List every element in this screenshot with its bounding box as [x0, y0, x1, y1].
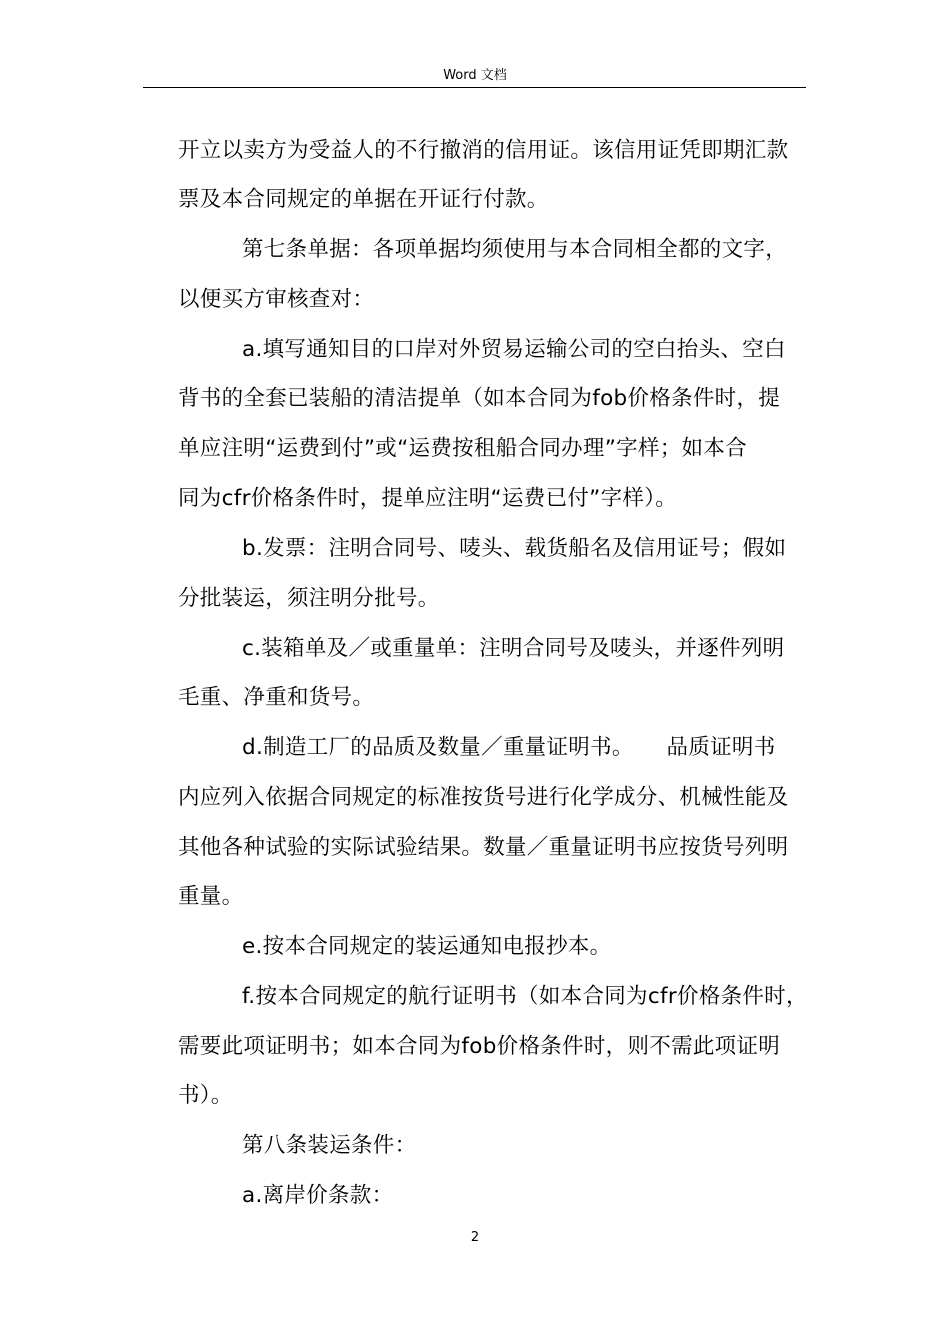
paragraph-line: 背书的全套已装船的清洁提单（如本合同为fob价格条件时，提 [178, 386, 781, 411]
page-number: 2 [470, 1230, 480, 1245]
paragraph-line: 第八条装运条件： [242, 1133, 417, 1158]
paragraph-line: d.制造工厂的品质及数量／重量证明书。 品质证明书 [242, 735, 776, 760]
paragraph-line: 票及本合同规定的单据在开证行付款。 [178, 187, 549, 212]
paragraph-line: 开立以卖方为受益人的不行撤消的信用证。该信用证凭即期汇款 [178, 138, 789, 163]
paragraph-line: c.装箱单及／或重量单：注明合同号及唛头，并逐件列明 [242, 636, 785, 661]
paragraph-line: e.按本合同规定的装运通知电报抄本。 [242, 934, 612, 959]
paragraph-line: a.填写通知目的口岸对外贸易运输公司的空白抬头、空白 [242, 337, 786, 362]
paragraph-line: 分批装运，须注明分批号。 [178, 586, 440, 611]
paragraph-line: 单应注明“运费到付”或“运费按租船合同办理”字样；如本合 [178, 436, 747, 461]
paragraph-line: a.离岸价条款： [242, 1183, 394, 1208]
paragraph-line: f.按本合同规定的航行证明书（如本合同为cfr价格条件时， [242, 984, 808, 1009]
paragraph-line: 同为cfr价格条件时，提单应注明“运费已付”字样）。 [178, 486, 678, 511]
paragraph-line: 以便买方审核查对： [178, 287, 375, 312]
paragraph-line: 需要此项证明书；如本合同为fob价格条件时，则不需此项证明 [178, 1034, 781, 1059]
paragraph-line: 内应列入依据合同规定的标准按货号进行化学成分、机械性能及 [178, 785, 789, 810]
header-divider [143, 87, 806, 88]
paragraph-line: 毛重、净重和货号。 [178, 685, 375, 710]
paragraph-line: 第七条单据：各项单据均须使用与本合同相全都的文字， [242, 237, 788, 262]
paragraph-line: b.发票：注明合同号、唛头、载货船名及信用证号；假如 [242, 536, 787, 561]
paragraph-line: 书）。 [178, 1083, 233, 1108]
page-header: Word 文档 [443, 68, 507, 83]
paragraph-line: 重量。 [178, 884, 244, 909]
paragraph-line: 其他各种试验的实际试验结果。数量／重量证明书应按货号列明 [178, 835, 789, 860]
